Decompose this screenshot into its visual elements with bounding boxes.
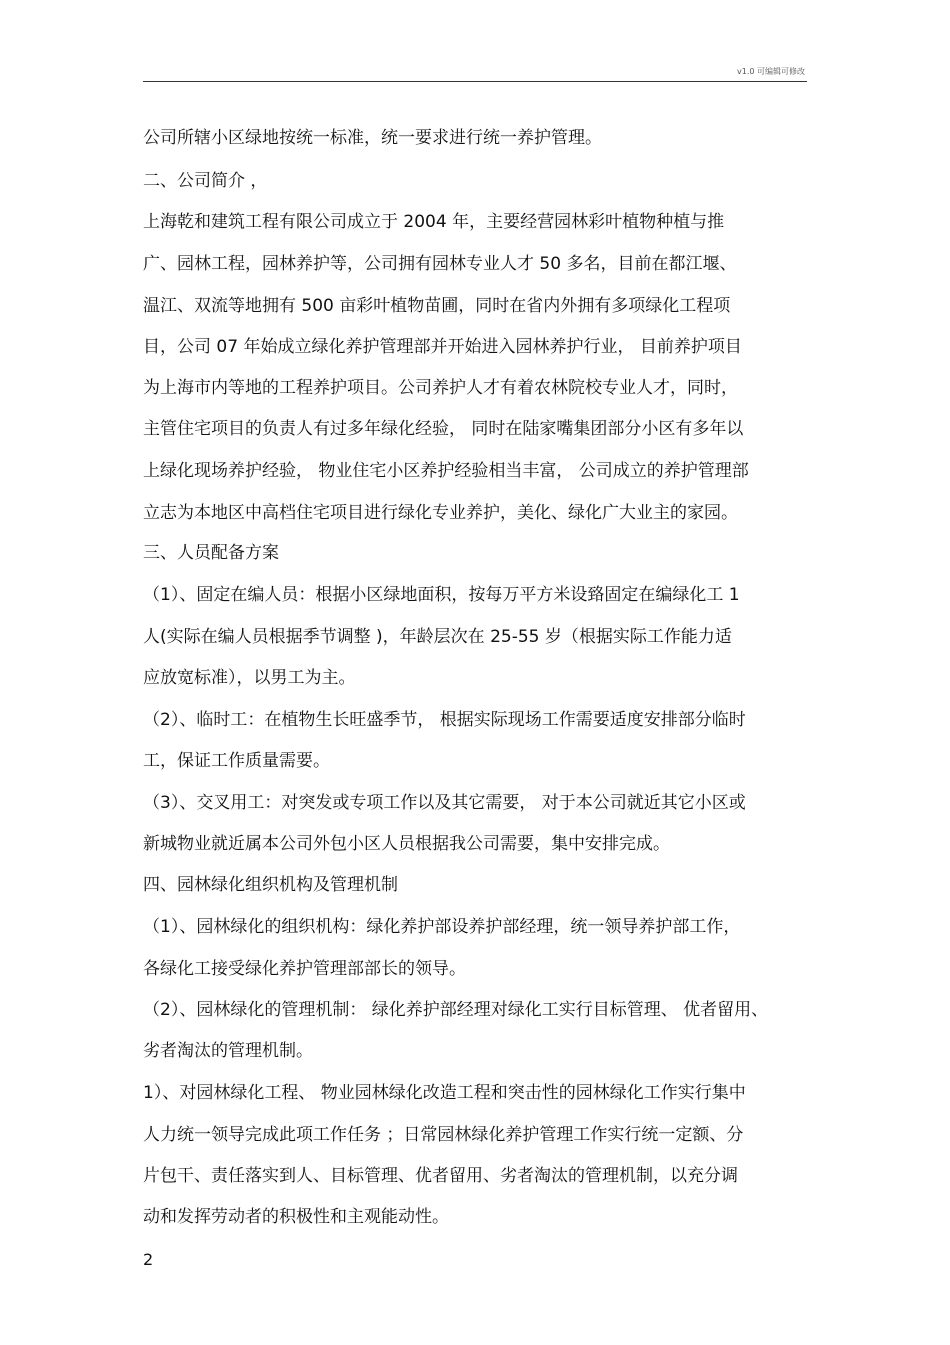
page-number: 2 — [143, 1250, 154, 1269]
text-line: （1）、园林绿化的组织机构：绿化养护部设养护部经理，统一领导养护部工作， — [143, 917, 741, 937]
text-line: 劣者淘汰的管理机制。 — [143, 1041, 313, 1061]
text-line: 广、园林工程，园林养护等，公司拥有园林专业人才 50 多名，目前在都江堰、 — [143, 254, 737, 274]
text-line: 1）、对园林绿化工程、 物业园林绿化改造工程和突击性的园林绿化工作实行集中 — [143, 1083, 746, 1103]
text-line: 公司所辖小区绿地按统一标准，统一要求进行统一养护管理。 — [143, 128, 602, 148]
header-note: v1.0 可编辑可修改 — [737, 67, 805, 76]
text-line: 立志为本地区中高档住宅项目进行绿化专业养护，美化、绿化广大业主的家园。 — [143, 503, 738, 523]
text-line: 各绿化工接受绿化养护管理部部长的领导。 — [143, 959, 466, 979]
text-line: 主管住宅项目的负责人有过多年绿化经验， 同时在陆家嘴集团部分小区有多年以 — [143, 419, 744, 439]
text-line: 动和发挥劳动者的积极性和主观能动性。 — [143, 1207, 449, 1227]
text-line: 目，公司 07 年始成立绿化养护管理部并开始进入园林养护行业， 目前养护项目 — [143, 337, 742, 357]
text-line: 新城物业就近属本公司外包小区人员根据我公司需要，集中安排完成。 — [143, 834, 670, 854]
text-line: （2）、园林绿化的管理机制： 绿化养护部经理对绿化工实行目标管理、 优者留用、 — [143, 1000, 769, 1020]
section-heading: 三、人员配备方案 — [143, 543, 279, 563]
text-line: 片包干、责任落实到人、目标管理、优者留用、劣者淘汰的管理机制，以充分调 — [143, 1166, 738, 1186]
text-line: （3）、交叉用工：对突发或专项工作以及其它需要， 对于本公司就近其它小区或 — [143, 793, 746, 813]
text-line: 上绿化现场养护经验， 物业住宅小区养护经验相当丰富， 公司成立的养护管理部 — [143, 461, 749, 481]
text-line: 为上海市内等地的工程养护项目。公司养护人才有着农林院校专业人才，同时， — [143, 378, 738, 398]
section-heading: 二、公司简介 ， — [143, 171, 268, 191]
section-heading: 四、园林绿化组织机构及管理机制 — [143, 875, 398, 895]
text-line: 上海乾和建筑工程有限公司成立于 2004 年，主要经营园林彩叶植物种植与推 — [143, 212, 725, 232]
text-line: 工，保证工作质量需要。 — [143, 751, 330, 771]
text-line: 应放宽标准），以男工为主。 — [143, 668, 356, 688]
text-line: 人(实际在编人员根据季节调整 )，年龄层次在 25-55 岁（根据实际工作能力适 — [143, 627, 732, 647]
text-line: 温江、双流等地拥有 500 亩彩叶植物苗圃，同时在省内外拥有多项绿化工程项 — [143, 296, 731, 316]
text-line: （2）、临时工：在植物生长旺盛季节， 根据实际现场工作需要适度安排部分临时 — [143, 710, 746, 730]
text-line: （1）、固定在编人员：根据小区绿地面积，按每万平方米设臵固定在编绿化工 1 — [143, 585, 740, 605]
text-line: 人力统一领导完成此项工作任务 ；日常园林绿化养护管理工作实行统一定额、分 — [143, 1125, 744, 1145]
